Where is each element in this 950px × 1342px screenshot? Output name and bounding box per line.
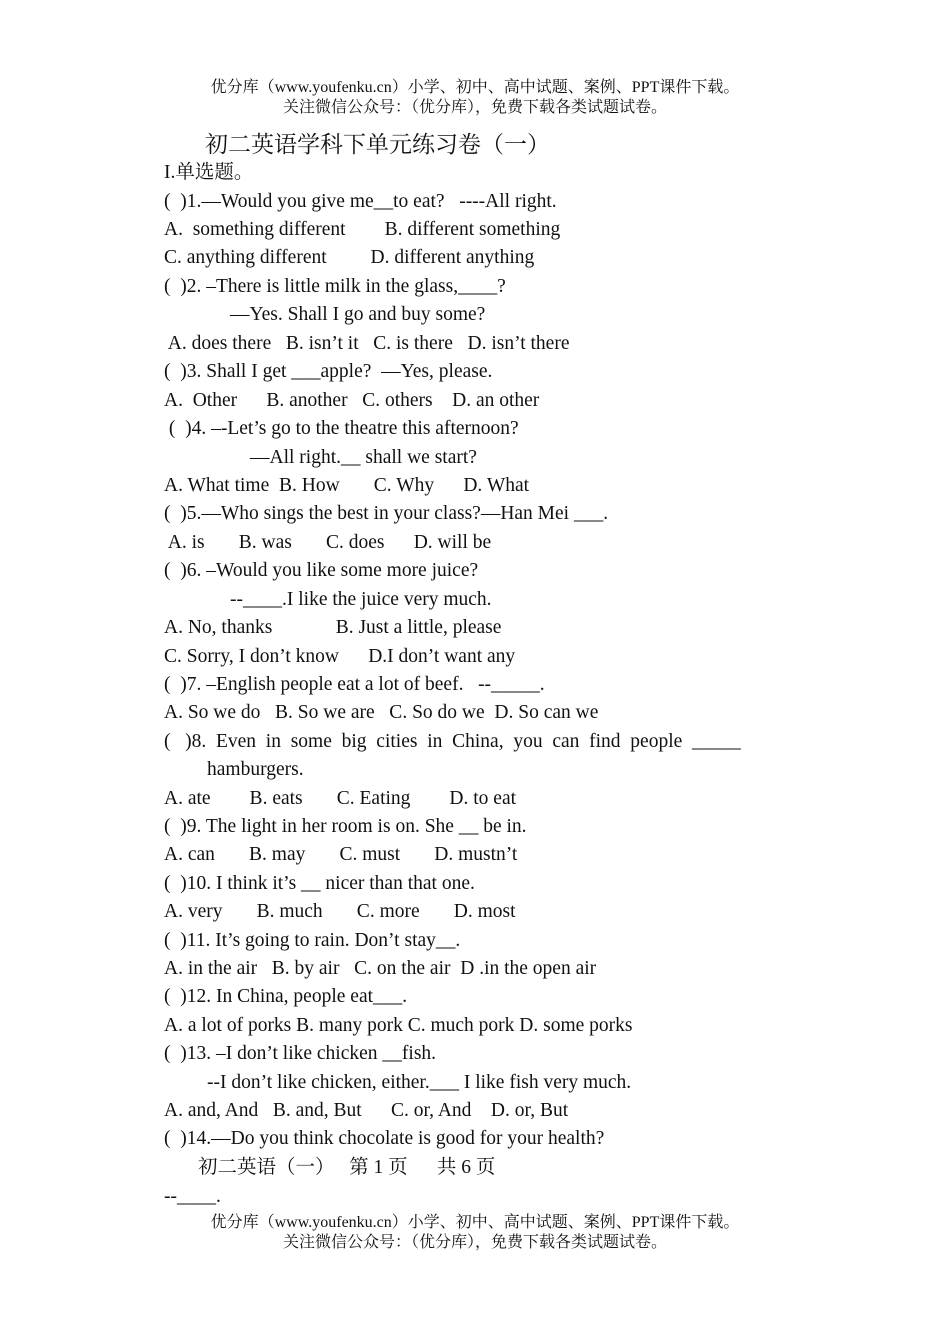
q1-options-ab: A. something different B. different something — [164, 219, 561, 240]
q13-options: A. and, And B. and, But C. or, And D. or, But — [164, 1100, 569, 1121]
question-9: ( )9. The light in her room is on. She __ be in. — [164, 816, 527, 837]
q9-options: A. can B. may C. must D. mustn’t — [164, 844, 518, 865]
q6-reply: --____.I like the juice very much. — [230, 589, 492, 610]
question-4: ( )4. –-Let’s go to the theatre this afternoon? — [164, 418, 519, 439]
question-7: ( )7. –English people eat a lot of beef. --_____. — [164, 674, 545, 695]
q2-reply: —Yes. Shall I go and buy some? — [230, 304, 486, 325]
question-8: ( )8. Even in some big cities in China, you can find people _____ — [164, 731, 741, 752]
q5-options: A. is B. was C. does D. will be — [164, 532, 492, 553]
q12-options: A. a lot of porks B. many pork C. much pork D. some porks — [164, 1015, 633, 1036]
question-2: ( )2. –There is little milk in the glass,____? — [164, 276, 506, 297]
site-header-line1: 优分库（www.youfenku.cn）小学、初中、高中试题、案例、PPT课件下载。 — [210, 79, 740, 96]
site-footer-line1: 优分库（www.youfenku.cn）小学、初中、高中试题、案例、PPT课件下载。 — [210, 1214, 740, 1231]
q8-options: A. ate B. eats C. Eating D. to eat — [164, 788, 517, 809]
question-1: ( )1.—Would you give me__to eat? ----All right. — [164, 191, 557, 212]
page-footer: 初二英语（一） 第 1 页 共 6 页 — [198, 1157, 496, 1178]
site-header-line2: 关注微信公众号：（优分库），免费下载各类试题试卷。 — [282, 99, 667, 116]
q1-options-cd: C. anything different D. different anything — [164, 247, 535, 268]
q8-continuation: hamburgers. — [207, 759, 304, 780]
page-title: 初二英语学科下单元练习卷（一） — [205, 132, 550, 157]
site-footer-line2: 关注微信公众号：（优分库），免费下载各类试题试卷。 — [282, 1234, 667, 1251]
question-10: ( )10. I think it’s __ nicer than that one. — [164, 873, 475, 894]
question-13: ( )13. –I don’t like chicken __fish. — [164, 1043, 437, 1064]
q14-reply: --____. — [164, 1186, 221, 1207]
q6-options-ab: A. No, thanks B. Just a little, please — [164, 617, 502, 638]
q10-options: A. very B. much C. more D. most — [164, 901, 516, 922]
section-heading: I.单选题。 — [164, 162, 254, 183]
question-11: ( )11. It’s going to rain. Don’t stay__. — [164, 930, 461, 951]
q3-options: A. Other B. another C. others D. an other — [164, 390, 540, 411]
q4-options: A. What time B. How C. Why D. What — [164, 475, 530, 496]
question-3: ( )3. Shall I get ___apple? —Yes, please. — [164, 361, 493, 382]
question-12: ( )12. In China, people eat___. — [164, 986, 408, 1007]
q6-options-cd: C. Sorry, I don’t know D.I don’t want any — [164, 646, 516, 667]
q11-options: A. in the air B. by air C. on the air D .in the open air — [164, 958, 597, 979]
q2-options: A. does there B. isn’t it C. is there D. isn’t there — [164, 333, 570, 354]
question-6: ( )6. –Would you like some more juice? — [164, 560, 479, 581]
question-14: ( )14.—Do you think chocolate is good for your health? — [164, 1128, 605, 1149]
question-5: ( )5.—Who sings the best in your class?—Han Mei ___. — [164, 503, 609, 524]
q4-reply: —All right.__ shall we start? — [250, 447, 477, 468]
q7-options: A. So we do B. So we are C. So do we D. So can we — [164, 702, 599, 723]
q13-reply: --I don’t like chicken, either.___ I like fish very much. — [207, 1072, 632, 1093]
